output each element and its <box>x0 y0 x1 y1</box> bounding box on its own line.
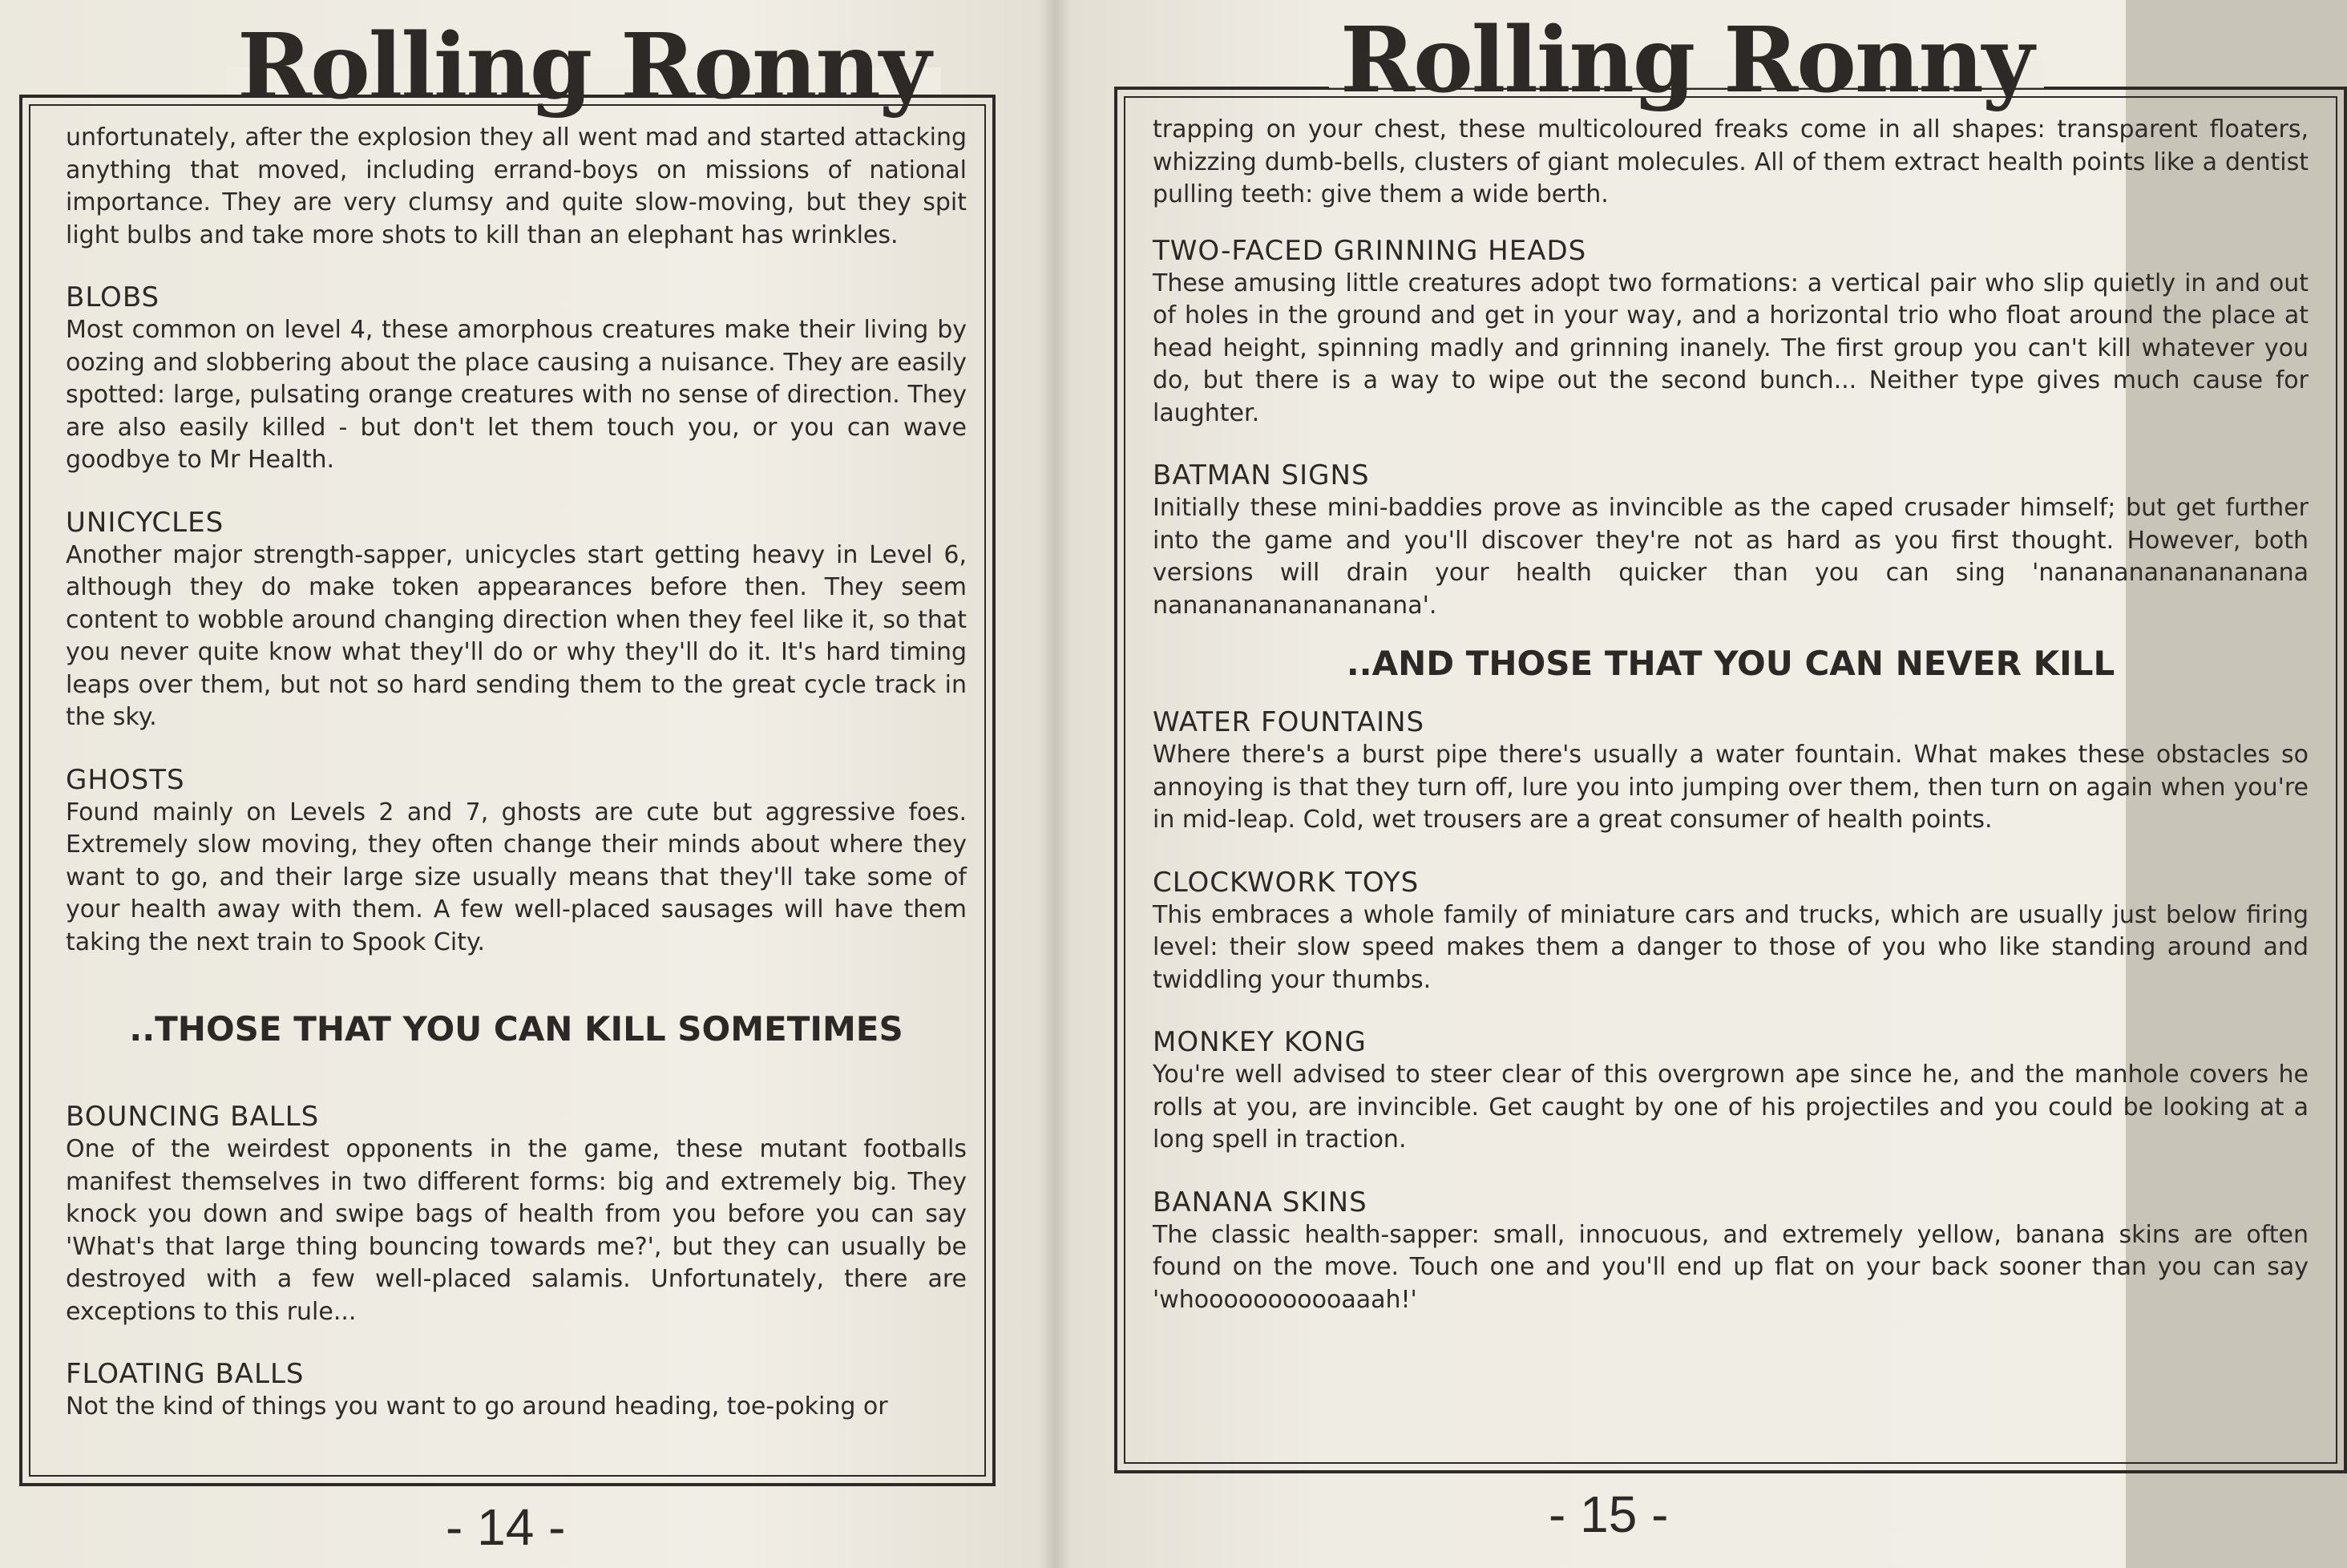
section-text-blobs: Most common on level 4, these amorphous creatures make their living by oozing and slobbering about the place causing a nuisance. They are easily spotted: large, pulsating orange creatures with no sense of direction. They are also easily killed - but don't let them touch you, or you can wave goodbye to Mr Health. <box>66 316 967 474</box>
right-page <box>1055 0 2309 1568</box>
section-heading-two-faced-heads: TWO-FACED GRINNING HEADS <box>1153 234 1587 267</box>
section-text-bouncing-balls: One of the weirdest opponents in the game, these mutant footballs manifest themselves in two different forms: big and extremely big. They knock you down and swipe bags of health from you before you can say 'What's that large thing bouncing towards me?', but they can usually be destroyed with a few well-placed salamis. Unfortunately, there are exceptions to this rule... <box>66 1135 967 1326</box>
section-text-unicycles: Another major strength-sapper, unicycles start getting heavy in Level 6, although they do make token appearances before then. They seem content to wobble around changing direction when they feel like it, so that you never quite know what they'll do or why they'll do it. It's hard timing leaps over them, but not so hard sending them to the great cycle track in the sky. <box>66 540 967 731</box>
section-heading-water-fountains: WATER FOUNTAINS <box>1153 706 1425 738</box>
left-header-title: Rolling Ronny <box>226 22 941 112</box>
section-heading-bouncing-balls: BOUNCING BALLS <box>66 1101 320 1133</box>
section-text-batman-signs: Initially these mini-baddies prove as invincible as the caped crusader himself; but get further into the game and you'll discover they're not as hard as you first thought. However, both versions will drain your health quicker than you can sing 'nanananananananana nanananananananana'. <box>1153 494 2309 620</box>
section-heading-clockwork-toys: CLOCKWORK TOYS <box>1153 866 1420 899</box>
section-heading-unicycles: UNICYCLES <box>66 506 224 539</box>
left-page <box>0 0 1055 1568</box>
right-page-content <box>1153 114 2309 1316</box>
section-text-water-fountains: Where there's a burst pipe there's usually a water fountain. What makes these obstacles so annoying is that they turn off, lure you into jumping over them, then turn on again when you're in mid-leap. Cold, wet trousers are a great consumer of health points. <box>1153 741 2309 834</box>
section-text-monkey-kong: You're well advised to steer clear of this overgrown ape since he, and the manhole covers he rolls at you, are invincible. Get caught by one of his projectiles and you could be looking at a long spell in traction. <box>1153 1061 2309 1154</box>
right-header-title: Rolling Ronny <box>1329 16 2044 106</box>
left-page-content <box>66 122 967 1424</box>
book-gutter <box>1039 0 1071 1568</box>
section-heading-floating-balls: FLOATING BALLS <box>66 1358 305 1390</box>
section-text-clockwork-toys: This embraces a whole family of miniature cars and trucks, which are usually just below firing level: their slow speed makes them a danger to those of you who like standing around and twiddling your thumbs. <box>1153 900 2309 994</box>
group-heading-kill-sometimes: ..THOSE THAT YOU CAN KILL SOMETIMES <box>129 1009 903 1049</box>
section-text-two-faced-heads: These amusing little creatures adopt two formations: a vertical pair who slip quietly in and out of holes in the ground and get in your way, and a horizontal trio who float around the place at head height, spinning madly and grinning inanely. The first group you can't kill whatever you do, but there is a way to wipe out the second bunch... Neither type gives much cause for laughter. <box>1153 269 2309 427</box>
section-heading-monkey-kong: MONKEY KONG <box>1153 1026 1367 1058</box>
group-heading-never-kill: ..AND THOSE THAT YOU CAN NEVER KILL <box>1346 644 2115 683</box>
section-heading-batman-signs: BATMAN SIGNS <box>1153 459 1370 491</box>
section-heading-ghosts: GHOSTS <box>66 763 185 796</box>
section-text-ghosts: Found mainly on Levels 2 and 7, ghosts are cute but aggressive foes. Extremely slow moving, they often change their minds about where they want to go, and their large size usually means that they'll take some of your health away with them. A few well-placed sausages will have them taking the next train to Spook City. <box>66 798 967 956</box>
left-page-number: - 14 - <box>446 1498 566 1556</box>
right-intro-paragraph: trapping on your chest, these multicoloured freaks come in all shapes: transparent floaters, whizzing dumb-bells, clusters of giant molecules. All of them extract health points like a dentist pulling teeth: give them a wide berth. <box>1153 115 2309 208</box>
section-heading-banana-skins: BANANA SKINS <box>1153 1186 1367 1218</box>
section-text-floating-balls: Not the kind of things you want to go around heading, toe-poking or <box>66 1392 888 1420</box>
right-page-number: - 15 - <box>1549 1485 1669 1543</box>
section-text-banana-skins: The classic health-sapper: small, innocuous, and extremely yellow, banana skins are often found on the move. Touch one and you'll end up flat on your back sooner than you can say 'whooooooooooaaah!' <box>1153 1220 2309 1314</box>
section-heading-blobs: BLOBS <box>66 281 160 313</box>
left-intro-paragraph: unfortunately, after the explosion they all went mad and started attacking anything that moved, including errand-boys on missions of national importance. They are very clumsy and quite slow-moving, but they spit light bulbs and take more shots to kill than an elephant has wrinkles. <box>66 123 967 249</box>
